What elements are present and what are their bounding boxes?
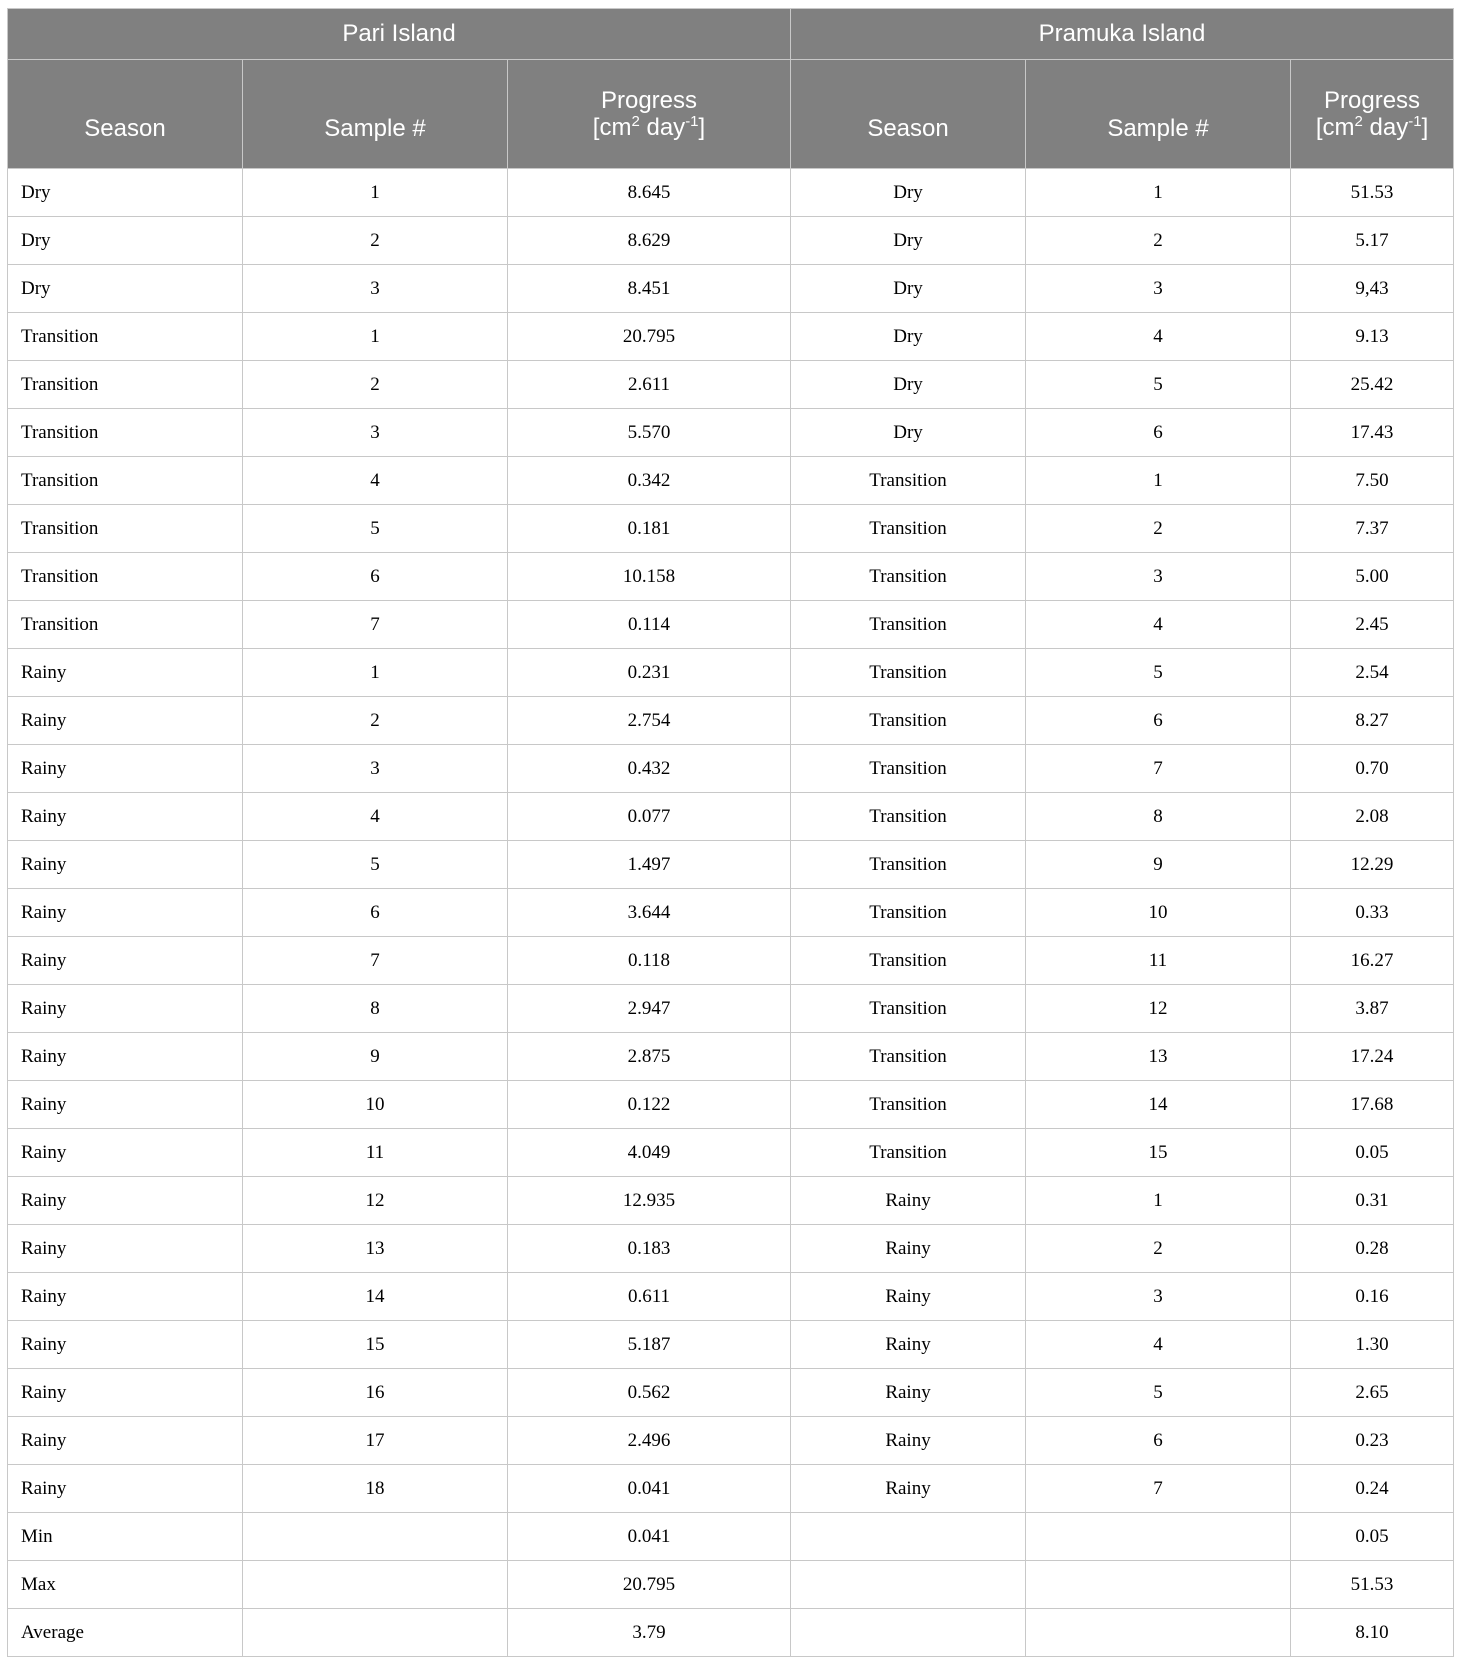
pramuka-sample-cell: 2 [1026,1225,1291,1273]
pramuka-progress-cell: 2.45 [1291,601,1454,649]
table-row [8,1081,1454,1129]
pramuka-summary-value: 0.05 [1291,1513,1454,1561]
pari-progress-cell: 2.496 [508,1417,791,1465]
progress-label: Progress [600,87,698,114]
empty-cell [243,1561,508,1609]
table-row [8,313,1454,361]
pari-sample-cell: 14 [243,1273,508,1321]
pramuka-sample-cell: 1 [1026,457,1291,505]
pramuka-season-cell: Transition [791,505,1026,553]
empty-cell [1026,1513,1291,1561]
pramuka-sample-cell: 7 [1026,745,1291,793]
pari-sample-cell: 1 [243,649,508,697]
table-row [8,217,1454,265]
pramuka-progress-cell: 5.00 [1291,553,1454,601]
pari-season-cell: Transition [8,601,243,649]
summary-label: Max [8,1561,243,1609]
table-row [8,649,1454,697]
pari-progress-cell: 4.049 [508,1129,791,1177]
pari-sample-cell: 3 [243,265,508,313]
pari-sample-cell: 12 [243,1177,508,1225]
table-row [8,361,1454,409]
pramuka-sample-cell: 3 [1026,265,1291,313]
summary-label: Min [8,1513,243,1561]
pari-season-cell: Rainy [8,1177,243,1225]
pari-summary-value: 20.795 [508,1561,791,1609]
pramuka-progress-cell: 0.05 [1291,1129,1454,1177]
pari-season-cell: Rainy [8,1369,243,1417]
pari-progress-cell: 12.935 [508,1177,791,1225]
pari-progress-cell: 0.183 [508,1225,791,1273]
pari-progress-cell: 8.629 [508,217,791,265]
table-row [8,745,1454,793]
pari-sample-cell: 5 [243,841,508,889]
pari-sample-cell: 9 [243,1033,508,1081]
pari-sample-cell: 17 [243,1417,508,1465]
empty-cell [1026,1609,1291,1657]
pramuka-sample-cell: 15 [1026,1129,1291,1177]
pari-sample-cell: 7 [243,937,508,985]
pramuka-summary-value: 8.10 [1291,1609,1454,1657]
pari-season-cell: Rainy [8,1129,243,1177]
pramuka-sample-cell: 8 [1026,793,1291,841]
pari-sample-header: Sample # [243,60,508,169]
pramuka-season-cell: Dry [791,361,1026,409]
pramuka-sample-cell: 5 [1026,361,1291,409]
pari-progress-cell: 0.122 [508,1081,791,1129]
pramuka-progress-cell: 16.27 [1291,937,1454,985]
pramuka-season-cell: Rainy [791,1417,1026,1465]
table-row [8,409,1454,457]
pari-sample-cell: 10 [243,1081,508,1129]
summary-row [8,1513,1454,1561]
pramuka-progress-cell: 8.27 [1291,697,1454,745]
pari-season-cell: Transition [8,553,243,601]
pari-progress-cell: 2.947 [508,985,791,1033]
pramuka-progress-cell: 0.16 [1291,1273,1454,1321]
pari-season-cell: Dry [8,217,243,265]
pramuka-summary-value: 51.53 [1291,1561,1454,1609]
pari-sample-cell: 7 [243,601,508,649]
pari-season-cell: Rainy [8,1465,243,1513]
pramuka-progress-cell: 17.68 [1291,1081,1454,1129]
pramuka-sample-cell: 4 [1026,313,1291,361]
pari-sample-cell: 18 [243,1465,508,1513]
pramuka-season-cell: Dry [791,217,1026,265]
empty-cell [791,1561,1026,1609]
pari-season-cell: Rainy [8,841,243,889]
pari-season-cell: Transition [8,505,243,553]
pramuka-sample-cell: 1 [1026,169,1291,217]
pramuka-season-cell: Transition [791,745,1026,793]
table-row [8,1417,1454,1465]
pari-progress-cell: 10.158 [508,553,791,601]
pari-progress-cell: 5.187 [508,1321,791,1369]
pramuka-season-cell: Transition [791,1033,1026,1081]
pari-progress-cell: 2.875 [508,1033,791,1081]
pramuka-sample-cell: 3 [1026,553,1291,601]
pramuka-sample-cell: 6 [1026,1417,1291,1465]
pari-progress-cell: 20.795 [508,313,791,361]
table-row [8,697,1454,745]
pramuka-sample-cell: 4 [1026,1321,1291,1369]
pramuka-progress-cell: 0.28 [1291,1225,1454,1273]
pari-season-cell: Rainy [8,1321,243,1369]
pari-season-cell: Rainy [8,1273,243,1321]
pari-sample-cell: 3 [243,745,508,793]
pari-progress-cell: 0.231 [508,649,791,697]
pramuka-season-cell: Rainy [791,1369,1026,1417]
pramuka-progress-cell: 0.23 [1291,1417,1454,1465]
table-row [8,793,1454,841]
pari-progress-cell: 0.611 [508,1273,791,1321]
pari-sample-cell: 13 [243,1225,508,1273]
pramuka-season-cell: Transition [791,1129,1026,1177]
table-row [8,1177,1454,1225]
pari-season-cell: Transition [8,457,243,505]
pari-sample-cell: 6 [243,889,508,937]
pramuka-sample-cell: 7 [1026,1465,1291,1513]
pari-season-cell: Rainy [8,889,243,937]
pramuka-sample-cell: 2 [1026,505,1291,553]
pramuka-progress-cell: 0.70 [1291,745,1454,793]
table-body [8,169,1454,1657]
pari-progress-cell: 3.644 [508,889,791,937]
pramuka-season-cell: Dry [791,169,1026,217]
pari-sample-cell: 2 [243,361,508,409]
pramuka-progress-cell: 2.65 [1291,1369,1454,1417]
pramuka-sample-cell: 1 [1026,1177,1291,1225]
pramuka-progress-cell: 0.24 [1291,1465,1454,1513]
table-row [8,1033,1454,1081]
pari-sample-cell: 1 [243,313,508,361]
pramuka-progress-cell: 9,43 [1291,265,1454,313]
pari-sample-cell: 4 [243,793,508,841]
pari-progress-cell: 0.342 [508,457,791,505]
pari-progress-cell: 0.041 [508,1465,791,1513]
table-row [8,553,1454,601]
pari-progress-cell: 8.451 [508,265,791,313]
pari-progress-cell: 5.570 [508,409,791,457]
pramuka-sample-cell: 5 [1026,1369,1291,1417]
table-row [8,1465,1454,1513]
table-row [8,265,1454,313]
summary-label: Average [8,1609,243,1657]
pari-season-cell: Rainy [8,649,243,697]
table-row [8,601,1454,649]
pramuka-season-cell: Rainy [791,1465,1026,1513]
pari-sample-cell: 2 [243,217,508,265]
summary-row [8,1561,1454,1609]
pari-season-cell: Rainy [8,985,243,1033]
pramuka-season-cell: Transition [791,457,1026,505]
pramuka-progress-cell: 2.08 [1291,793,1454,841]
table-row [8,889,1454,937]
pari-sample-cell: 1 [243,169,508,217]
pramuka-season-cell: Transition [791,697,1026,745]
pari-progress-cell: 0.118 [508,937,791,985]
pari-sample-cell: 6 [243,553,508,601]
table-row [8,1369,1454,1417]
pari-season-cell: Rainy [8,697,243,745]
table-row [8,841,1454,889]
pramuka-sample-cell: 13 [1026,1033,1291,1081]
progress-unit: [$cm^2$ day$^{-1}$] [1315,113,1429,141]
pramuka-progress-cell: 51.53 [1291,169,1454,217]
pramuka-season-cell: Transition [791,937,1026,985]
pramuka-season-cell: Rainy [791,1177,1026,1225]
data-table [7,8,1454,1657]
pari-season-cell: Rainy [8,793,243,841]
pari-season-cell: Rainy [8,745,243,793]
pramuka-season-cell: Transition [791,1081,1026,1129]
summary-row [8,1609,1454,1657]
table-row [8,1129,1454,1177]
pari-progress-cell: 0.432 [508,745,791,793]
pari-progress-header [508,60,791,169]
pramuka-sample-cell: 6 [1026,409,1291,457]
table-row [8,169,1454,217]
pramuka-season-cell: Transition [791,985,1026,1033]
pramuka-sample-cell: 6 [1026,697,1291,745]
pramuka-season-cell: Transition [791,601,1026,649]
column-header-row [8,60,1454,169]
pari-season-cell: Rainy [8,1225,243,1273]
pari-season-header: Season [8,60,243,169]
pari-progress-cell: 0.562 [508,1369,791,1417]
pari-summary-value: 0.041 [508,1513,791,1561]
pramuka-sample-cell: 12 [1026,985,1291,1033]
pari-season-cell: Rainy [8,1033,243,1081]
table-row [8,1225,1454,1273]
pari-season-cell: Dry [8,265,243,313]
empty-cell [243,1513,508,1561]
pramuka-progress-cell: 12.29 [1291,841,1454,889]
pramuka-season-cell: Transition [791,889,1026,937]
pari-progress-cell: 2.611 [508,361,791,409]
pari-sample-cell: 8 [243,985,508,1033]
empty-cell [791,1513,1026,1561]
pramuka-season-cell: Dry [791,313,1026,361]
table-row [8,505,1454,553]
pari-island-header: Pari Island [8,9,791,60]
pramuka-sample-cell: 5 [1026,649,1291,697]
pari-progress-cell: 0.077 [508,793,791,841]
pari-season-cell: Transition [8,361,243,409]
pramuka-progress-cell: 3.87 [1291,985,1454,1033]
pramuka-season-header: Season [791,60,1026,169]
pari-season-cell: Rainy [8,1081,243,1129]
progress-label: Progress [1324,87,1421,114]
table-row [8,985,1454,1033]
pramuka-progress-cell: 7.50 [1291,457,1454,505]
empty-cell [243,1609,508,1657]
pari-progress-cell: 1.497 [508,841,791,889]
pramuka-progress-cell: 25.42 [1291,361,1454,409]
pramuka-progress-cell: 5.17 [1291,217,1454,265]
pramuka-sample-cell: 4 [1026,601,1291,649]
pramuka-season-cell: Dry [791,265,1026,313]
pari-sample-cell: 2 [243,697,508,745]
pramuka-season-cell: Rainy [791,1225,1026,1273]
pramuka-season-cell: Transition [791,553,1026,601]
pramuka-progress-cell: 17.43 [1291,409,1454,457]
pramuka-progress-cell: 0.33 [1291,889,1454,937]
pramuka-sample-cell: 11 [1026,937,1291,985]
pramuka-progress-header [1291,60,1454,169]
pramuka-sample-header: Sample # [1026,60,1291,169]
pari-season-cell: Rainy [8,1417,243,1465]
pramuka-season-cell: Transition [791,793,1026,841]
pramuka-sample-cell: 2 [1026,217,1291,265]
pramuka-season-cell: Transition [791,841,1026,889]
table-header [8,9,1454,169]
pramuka-island-header: Pramuka Island [791,9,1454,60]
pari-sample-cell: 15 [243,1321,508,1369]
table-row [8,1273,1454,1321]
empty-cell [1026,1561,1291,1609]
pari-sample-cell: 16 [243,1369,508,1417]
pari-sample-cell: 11 [243,1129,508,1177]
pari-sample-cell: 4 [243,457,508,505]
pari-season-cell: Transition [8,313,243,361]
pramuka-season-cell: Rainy [791,1321,1026,1369]
pramuka-sample-cell: 14 [1026,1081,1291,1129]
pramuka-season-cell: Transition [791,649,1026,697]
empty-cell [791,1609,1026,1657]
table-row [8,457,1454,505]
pari-progress-cell: 0.114 [508,601,791,649]
pari-progress-cell: 8.645 [508,169,791,217]
pramuka-progress-cell: 17.24 [1291,1033,1454,1081]
pari-season-cell: Rainy [8,937,243,985]
pramuka-progress-cell: 2.54 [1291,649,1454,697]
pari-season-cell: Transition [8,409,243,457]
pari-progress-cell: 0.181 [508,505,791,553]
pramuka-progress-cell: 7.37 [1291,505,1454,553]
pramuka-sample-cell: 9 [1026,841,1291,889]
table-row [8,937,1454,985]
pramuka-progress-cell: 9.13 [1291,313,1454,361]
pari-progress-cell: 2.754 [508,697,791,745]
pramuka-season-cell: Dry [791,409,1026,457]
pari-season-cell: Dry [8,169,243,217]
pramuka-sample-cell: 3 [1026,1273,1291,1321]
pramuka-sample-cell: 10 [1026,889,1291,937]
pramuka-progress-cell: 0.31 [1291,1177,1454,1225]
pramuka-season-cell: Rainy [791,1273,1026,1321]
pramuka-progress-cell: 1.30 [1291,1321,1454,1369]
pari-sample-cell: 3 [243,409,508,457]
pari-summary-value: 3.79 [508,1609,791,1657]
table-row [8,1321,1454,1369]
island-header-row [8,9,1454,60]
progress-unit: [$cm^2$ day$^{-1}$] [592,113,706,141]
pari-sample-cell: 5 [243,505,508,553]
